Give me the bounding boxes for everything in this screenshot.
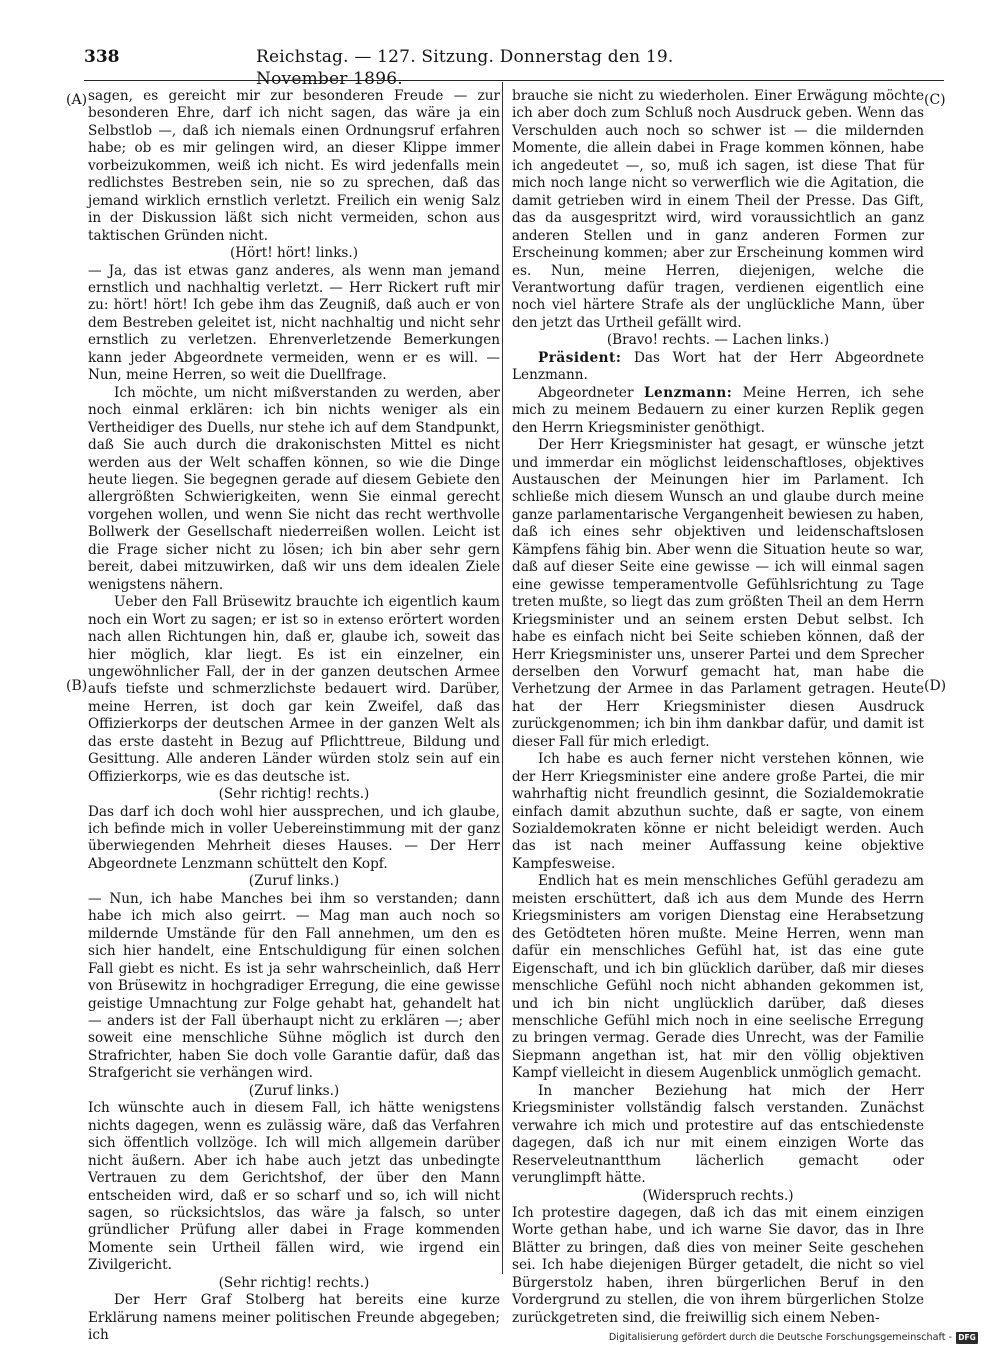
page-number: 338 bbox=[84, 47, 120, 67]
paragraph: Ich habe es auch ferner nicht verstehen können, wie der Herr Kriegsminister eine andere große Partei, die mir wahrhaftig nicht freundlich gesinnt, die Sozialdemokratie einfach damit abzuthun suchte, daß er sagte, von einem Sozialdemokraten könne er nicht beleidigt werden. Auch das ist nach meiner Auffassung keine objektive Kampfesweise. bbox=[512, 751, 924, 872]
paragraph: Ich möchte, um nicht mißverstanden zu werden, aber noch einmal erklären: ich bin nichts weniger als ein Vertheidiger des Duells, nur stehe ich auf dem Standpunkt, daß Sie auch durch die drakonischsten Mittel es nicht werden aus der Welt schaffen können, so wie die Dinge heute liegen. Sie begegnen gerade auf diesem Gebiete den allergrößten Schwierigkeiten, wenn Sie einmal gerecht vorgehen wollen, und wenn Sie nicht das recht werthvolle Bollwerk der Gesellschaft niederreißen wollen. Leicht ist die Frage sicher nicht zu lösen; ich bin aber sehr gern bereit, dabei mitzuwirken, daß wir uns dem idealen Ziele wenigstens nähern. bbox=[88, 384, 500, 593]
interjection: (Zuruf links.) bbox=[248, 1082, 340, 1099]
margin-marker-d: (D) bbox=[924, 678, 947, 694]
paragraph: brauche sie nicht zu wiederholen. Einer Erwägung möchte ich aber doch zum Schluß noch Ausdruck geben. Wenn das Verschulden auch noch so schwer ist — die mildernden Momente, die allein dabei in Frage kommen können, habe ich angedeutet —, so, muß ich sagen, ist diese That für mich noch lange nicht so verwerflich wie die Agitation, die damit getrieben wird in einem Theil der Presse. Das Gift, das da ausgespritzt wird, wird voraussichtlich an ganz anderen Stellen und in ganz anderen Formen zur Erscheinung kommen; aber zur Erscheinung kommen wird es. Nun, meine Herren, diejenigen, welche die Verantwortung dafür tragen, verdienen eigentlich eine noch viel härtere Strafe als der unglückliche Mann, über den jetzt das Urtheil gefällt wird. bbox=[512, 88, 924, 331]
paragraph: In mancher Beziehung hat mich der Herr Kriegsminister vollständig falsch verstanden. Zunächst verwahre ich mich und protestire auf das entschiedenste dagegen, daß ich nur mit einem einzigen Worte das Reserveleutnantthum lächerlich gemacht oder verunglimpft hätte. bbox=[512, 1082, 924, 1187]
interjection: (Widerspruch rechts.) bbox=[642, 1187, 794, 1204]
margin-marker-c: (C) bbox=[924, 92, 946, 108]
interjection: (Sehr richtig! rechts.) bbox=[218, 1274, 370, 1291]
interjection: (Sehr richtig! rechts.) bbox=[218, 786, 370, 803]
paragraph: Der Herr Kriegsminister hat gesagt, er wünsche jetzt und immerdar ein möglichst leidenschaftloses, objektives Austauschen der Meinungen hier im Parlament. Ich schließe mich diesem Wunsch an und glaube durch meine ganze parlamentarische Vergangenheit bewiesen zu haben, daß ich eines sehr objektiven und leidenschaftslosen Kämpfens fähig bin. Aber wenn die Situation heute so war, daß auf dieser Seite eine gewisse — ich will einmal sagen eine gewisse temperamentvolle Gefühlsrichtung zu Tage treten mußte, so liegt das zum größten Theil an dem Herrn Kriegsminister und an seinem ersten Debut selbst. Ich habe es einfach nicht bei Seite schieben können, daß der Herr Kriegsminister uns, unserer Partei und dem Sprecher derselben den Vorwurf gemacht hat, man habe die Verhetzung der Armee in das Parlament getragen. Heute hat der Herr Kriegsminister diesen Ausdruck zurückgenommen; ich bin ihm dankbar dafür, und damit ist dieser Fall für mich erledigt. bbox=[512, 437, 924, 750]
paragraph bbox=[88, 594, 500, 786]
right-column bbox=[512, 88, 925, 1326]
text-run: Abgeordneter bbox=[538, 384, 634, 401]
margin-marker-b: (B) bbox=[66, 678, 88, 694]
paragraph: — Ja, das ist etwas ganz anderes, als wenn man jemand ernstlich und nachhaltig verletzt. — Herr Rickert ruft mir zu: hört! hört! Ich gebe ihm das Zeugniß, daß auch er von dem Bestreben geleitet ist, nicht nachhaltig und nicht sehr ernstlich zu verletzen. Ehrenverletzende Bemerkungen kann jeder Abgeordnete vermeiden, wenn er es will. — Nun, meine Herren, so weit die Duellfrage. bbox=[88, 262, 500, 384]
left-column bbox=[88, 88, 501, 1344]
latin-phrase: in extenso bbox=[323, 612, 384, 627]
text-run: Das Wort hat der Herr Abgeordnete Lenzmann. bbox=[512, 349, 925, 384]
interjection: (Hört! hört! links.) bbox=[229, 245, 359, 262]
header-rule bbox=[84, 80, 944, 81]
margin-marker-a: (A) bbox=[66, 92, 88, 108]
speaker-name: Präsident: bbox=[538, 349, 622, 366]
interjection: (Zuruf links.) bbox=[248, 873, 340, 890]
column-divider bbox=[502, 82, 503, 1274]
paragraph: — Nun, ich habe Manches bei ihm so verstanden; dann habe ich mich also geirrt. — Mag man auch noch so mildernde Umstände für den Fall annehmen, um den es sich hier handelt, eine Entschuldigung für einen solchen Fall giebt es nicht. Es ist ja sehr wahrscheinlich, daß Herr von Brüsewitz in hochgradiger Erregung, die eine gewisse geistige Umnachtung zur Folge gehabt hat, gehandelt hat — anders ist der Fall überhaupt nicht zu erklären —; aber soweit eine menschliche Sühne möglich ist durch den Strafrichter, haben Sie doch volle Garantie dafür, daß das Strafgericht sie verhängen wird. bbox=[88, 890, 500, 1082]
text-run: Ueber den Fall Brüsewitz brauchte ich eigentlich kaum noch ein Wort zu sagen; er ist so bbox=[88, 594, 500, 628]
page-header bbox=[84, 46, 744, 89]
dfg-logo: DFG bbox=[956, 1332, 978, 1344]
text-run: Meine Herren, ich sehe mich zu meinem Bedauern zu einer kurzen Replik gegen den Herrn Kriegsminister genöthigt. bbox=[512, 384, 924, 436]
paragraph: Endlich hat es mein menschliches Gefühl geradezu am meisten erschüttert, daß ich aus dem Munde des Herrn Kriegsministers am vorigen Dienstag eine Herabsetzung des Getödteten hören mußte. Meine Herren, wenn man dafür ein menschliches Gefühl hat, ist das eine gute Eigenschaft, und ich bin glücklich darüber, daß mir dieses menschliche Gefühl noch nicht abhanden gekommen ist, und ich bin nicht unglücklich darüber, daß dieses menschliche Gefühl mich noch in eine seelische Erregung zu bringen vermag. Gerade dies Unrecht, was der Familie Siepmann angethan ist, hat mir den völlig objektiven Kampf vielleicht in diesem Augenblick unmöglich gemacht. bbox=[512, 873, 924, 1082]
interjection: (Bravo! rechts. — Lachen links.) bbox=[606, 332, 830, 349]
speaker-name: Lenzmann: bbox=[643, 384, 733, 401]
paragraph bbox=[512, 385, 924, 437]
paragraph: Das darf ich doch wohl hier aussprechen, und ich glaube, ich befinde mich in voller Uebereinstimmung mit der ganz überwiegenden Mehrheit dieses Hauses. — Der Herr Abgeordnete Lenzmann schüttelt den Kopf. bbox=[88, 803, 500, 872]
running-title: Reichstag. — 127. Sitzung. Donnerstag den 19. November 1896. bbox=[256, 47, 674, 89]
paragraph: Der Herr Graf Stolberg hat bereits eine kurze Erklärung namens meiner politischen Freunde abgegeben; ich bbox=[88, 1292, 500, 1344]
paragraph: Ich wünschte auch in diesem Fall, ich hätte wenigstens nichts dagegen, wenn es zulässig wäre, daß das Verfahren sich öffentlich vollzöge. Ich will mich allgemein darüber nicht äußern. Aber ich habe auch jetzt das unbedingte Vertrauen zu dem Gerichtshof, der über den Mann entscheiden wird, daß er so scharf und so, ich will nicht sagen, so rücksichtslos, das wäre ja falsch, so unter gründlicher Prüfung aller dabei in Frage kommenden Momente sein Urtheil fällen wird, wie irgend ein Zivilgericht. bbox=[88, 1100, 500, 1274]
digitization-credit bbox=[609, 1331, 978, 1345]
paragraph bbox=[512, 350, 924, 385]
credit-text: Digitalisierung gefördert durch die Deutsche Forschungsgemeinschaft - bbox=[608, 1332, 952, 1343]
paragraph: Ich protestire dagegen, daß ich das mit einem einzigen Worte gethan habe, und ich warne Sie davor, das in Ihre Blätter zu bringen, daß dies von meiner Seite geschehen sei. Ich habe diejenigen Bürger getadelt, die nicht so viel Bürgerstolz haben, ihren bürgerlichen Beruf in den Vordergrund zu stellen, die von ihrem bürgerlichen Stolze zurückgetreten sind, die freiwillig sich einem Neben- bbox=[512, 1205, 924, 1326]
text-run: erörtert worden nach allen Richtungen hin, daß er, glaube ich, soweit das hier möglich, klar liegt. Es ist ein einzelner, ein ungewöhnlicher Fall, der in der ganzen deutschen Armee aufs tiefste und schmerzlichste bedauert wird. Darüber, meine Herren, ist doch gar kein Zweifel, daß das Offizierkorps der deutschen Armee in der ganzen Welt als das erste dasteht in Bezug auf Pflichttreue, Bildung und Gesittung. Alle anderen Länder würden stolz sein auf ein Offizierkorps, wie es das deutsche ist. bbox=[88, 611, 501, 785]
paragraph: sagen, es gereicht mir zur besonderen Freude — zur besonderen Ehre, darf ich nicht sagen, das wäre ja ein Selbstlob —, daß ich niemals einen Ordnungsruf erfahren habe; ob es mir gelingen wird, an dieser Klippe immer vorbeizukommen, weiß ich nicht. Es wird jedenfalls mein redlichstes Bestreben sein, nie so zu sprechen, daß das jemand wirklich ernstlich verletzt. Freilich ein wenig Salz in der Diskussion läßt sich nicht vermeiden, schon aus taktischen Gründen nicht. bbox=[88, 88, 500, 244]
